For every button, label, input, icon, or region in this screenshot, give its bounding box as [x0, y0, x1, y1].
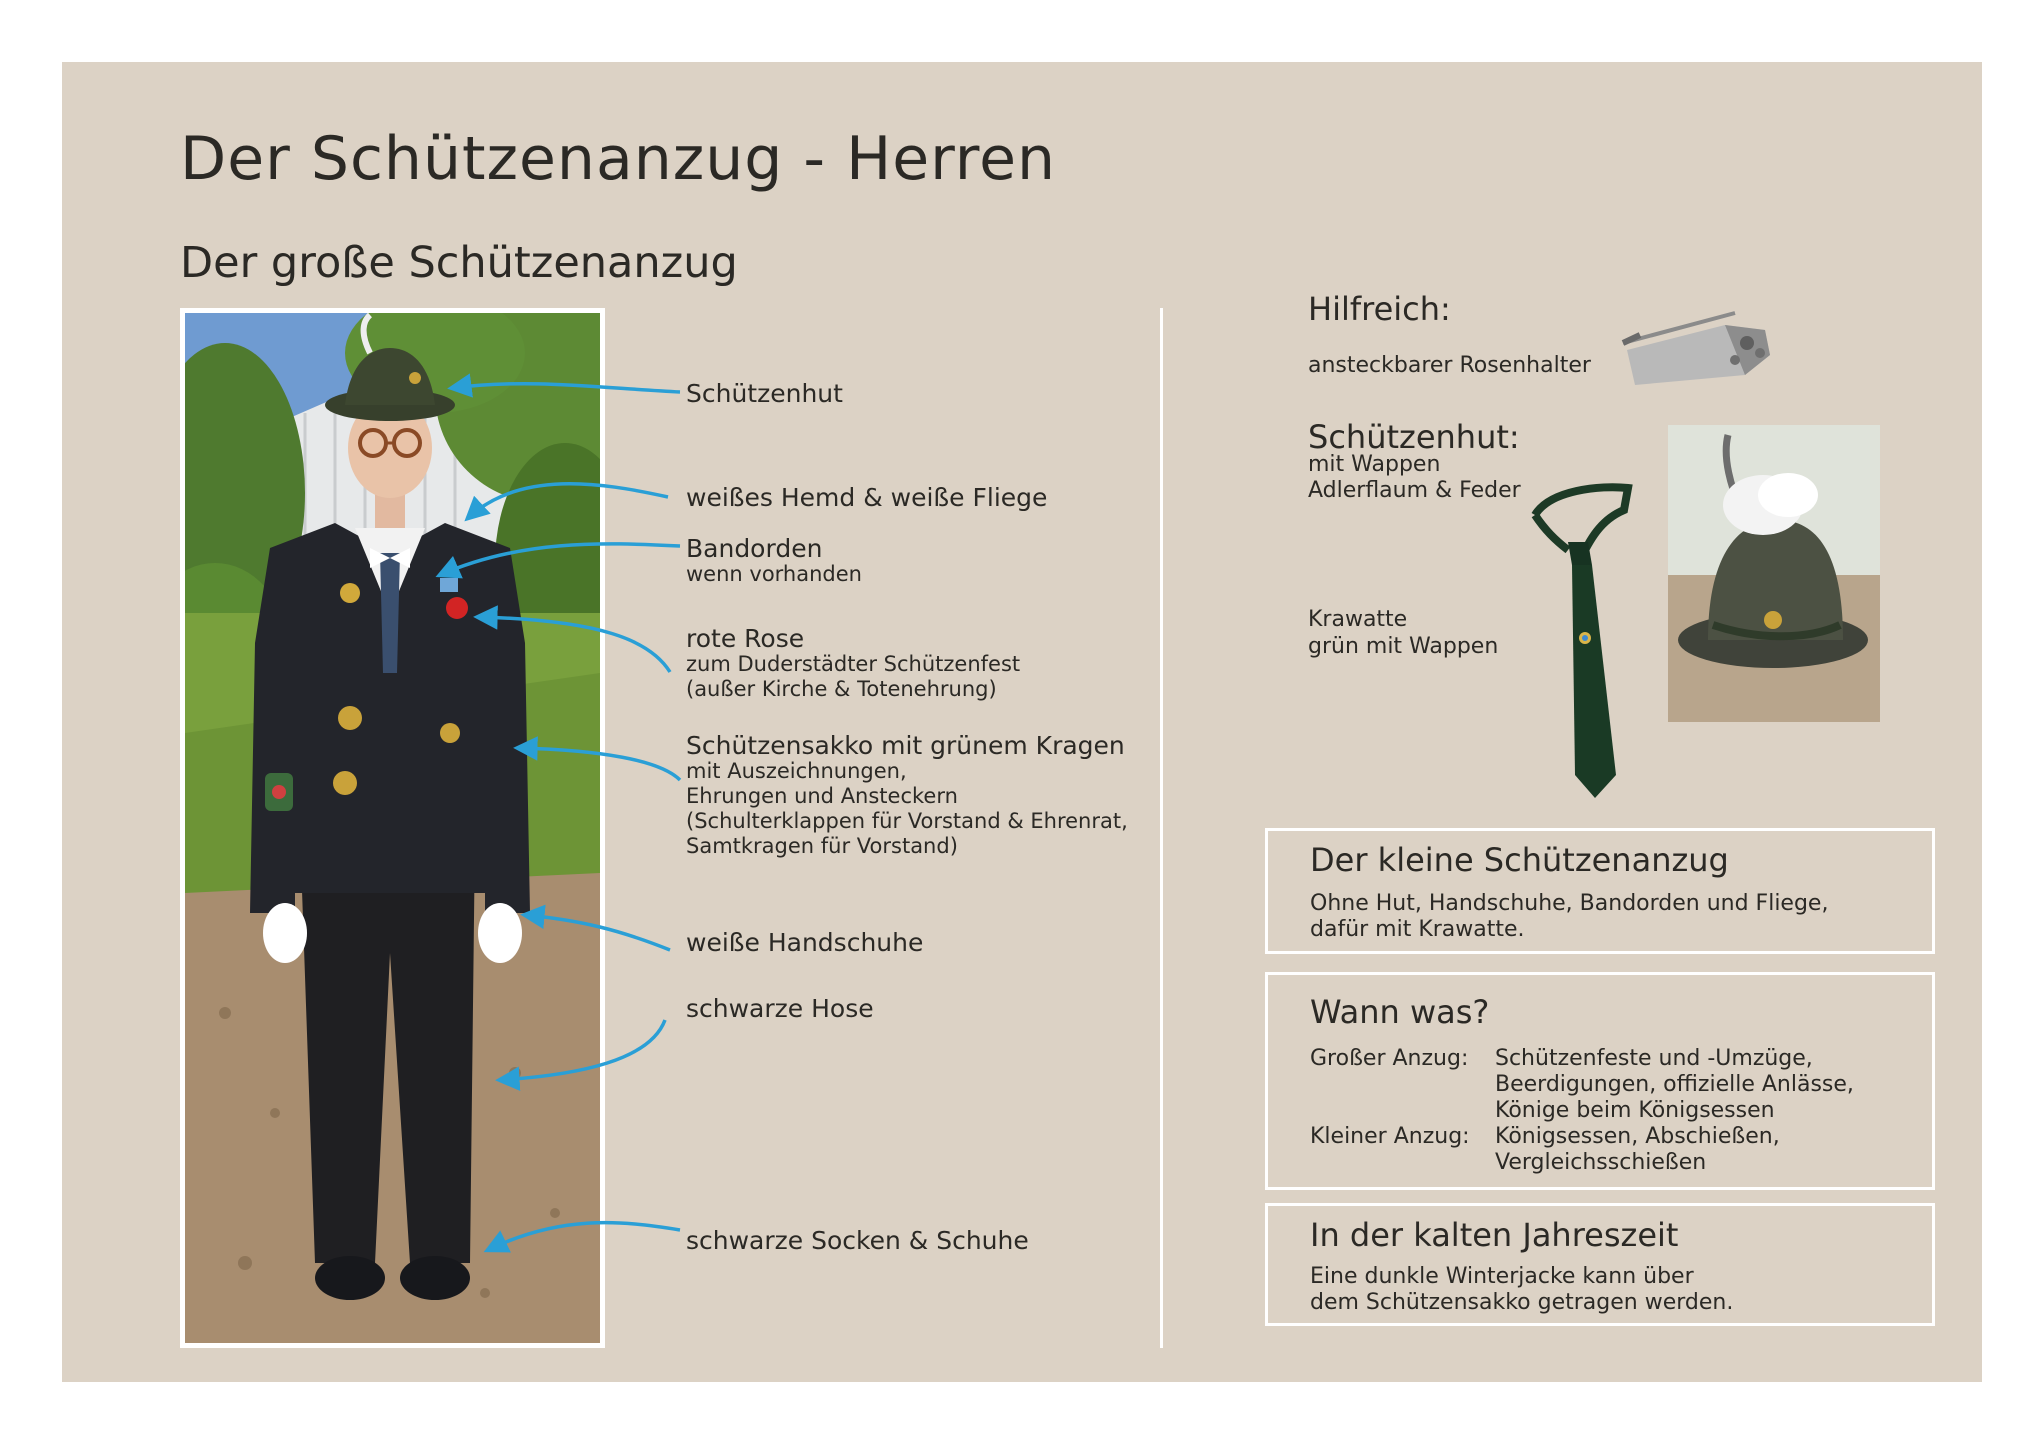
- arrow-hose: [500, 1020, 665, 1080]
- box-kalte-jahreszeit-line1: Eine dunkle Winterjacke kann über: [1310, 1264, 1694, 1289]
- page-title: Der Schützenanzug - Herren: [180, 124, 1057, 194]
- box-kleiner-anzug-title: Der kleine Schützenanzug: [1310, 841, 1729, 879]
- hut-sub-1: mit Wappen: [1308, 452, 1441, 477]
- arrow-hut: [452, 384, 680, 392]
- hilfreich-text: ansteckbarer Rosenhalter: [1308, 353, 1591, 378]
- schuetzenhut-image: [1668, 425, 1880, 722]
- rosenhalter-image: [1615, 305, 1775, 390]
- box-kalte-jahreszeit-line2: dem Schützensakko getragen werden.: [1310, 1290, 1734, 1315]
- krawatte-sub: grün mit Wappen: [1308, 634, 1499, 659]
- box-wann-was: [1265, 972, 1935, 1190]
- gross-line3: Könige beim Königsessen: [1495, 1098, 1775, 1123]
- label-hose: schwarze Hose: [686, 994, 874, 1023]
- section-title: Der große Schützenanzug: [180, 238, 738, 288]
- box-kleiner-anzug-line2: dafür mit Krawatte.: [1310, 917, 1525, 942]
- klein-line1: Königsessen, Abschießen,: [1495, 1124, 1780, 1149]
- arrow-sakko: [518, 748, 680, 780]
- label-rose: rote Rose zum Duderstädter Schützenfest (außer Kirche & Totenehrung): [686, 624, 1021, 701]
- hut-heading: Schützenhut:: [1308, 418, 1520, 456]
- klein-line2: Vergleichsschießen: [1495, 1150, 1707, 1175]
- hilfreich-heading: Hilfreich:: [1308, 290, 1451, 328]
- arrow-rose: [478, 617, 670, 672]
- box-kalte-jahreszeit-title: In der kalten Jahreszeit: [1310, 1216, 1679, 1254]
- gross-line1: Schützenfeste und -Umzüge,: [1495, 1046, 1813, 1071]
- arrow-hemd: [468, 484, 668, 518]
- label-socken-schuhe: schwarze Socken & Schuhe: [686, 1226, 1029, 1255]
- box-kleiner-anzug: [1265, 828, 1935, 954]
- krawatte-image: [1520, 480, 1640, 805]
- arrow-handschuhe: [525, 915, 670, 950]
- label-bandorden: Bandorden wenn vorhanden: [686, 534, 862, 586]
- krawatte-heading: Krawatte: [1308, 607, 1408, 632]
- gross-line2: Beerdigungen, offizielle Anlässe,: [1495, 1072, 1854, 1097]
- label-sakko: Schützensakko mit grünem Kragen mit Auszeichnungen, Ehrungen und Ansteckern (Schulterklappen für Vorstand & Ehrenrat, Samtkragen für Vorstand): [686, 731, 1128, 858]
- hut-sub-2: Adlerflaum & Feder: [1308, 478, 1521, 503]
- label-handschuhe: weiße Handschuhe: [686, 928, 924, 957]
- arrow-bandorden: [440, 544, 680, 575]
- box-kalte-jahreszeit: [1265, 1203, 1935, 1326]
- gross-label: Großer Anzug:: [1310, 1046, 1469, 1071]
- klein-label: Kleiner Anzug:: [1310, 1124, 1470, 1149]
- label-schuetzenhut: Schützenhut: [686, 379, 843, 408]
- box-wann-was-title: Wann was?: [1310, 993, 1490, 1031]
- arrow-socken: [488, 1223, 680, 1250]
- label-hemd-fliege: weißes Hemd & weiße Fliege: [686, 483, 1048, 512]
- box-kleiner-anzug-line1: Ohne Hut, Handschuhe, Bandorden und Fliege,: [1310, 891, 1829, 916]
- column-divider: [1160, 308, 1163, 1348]
